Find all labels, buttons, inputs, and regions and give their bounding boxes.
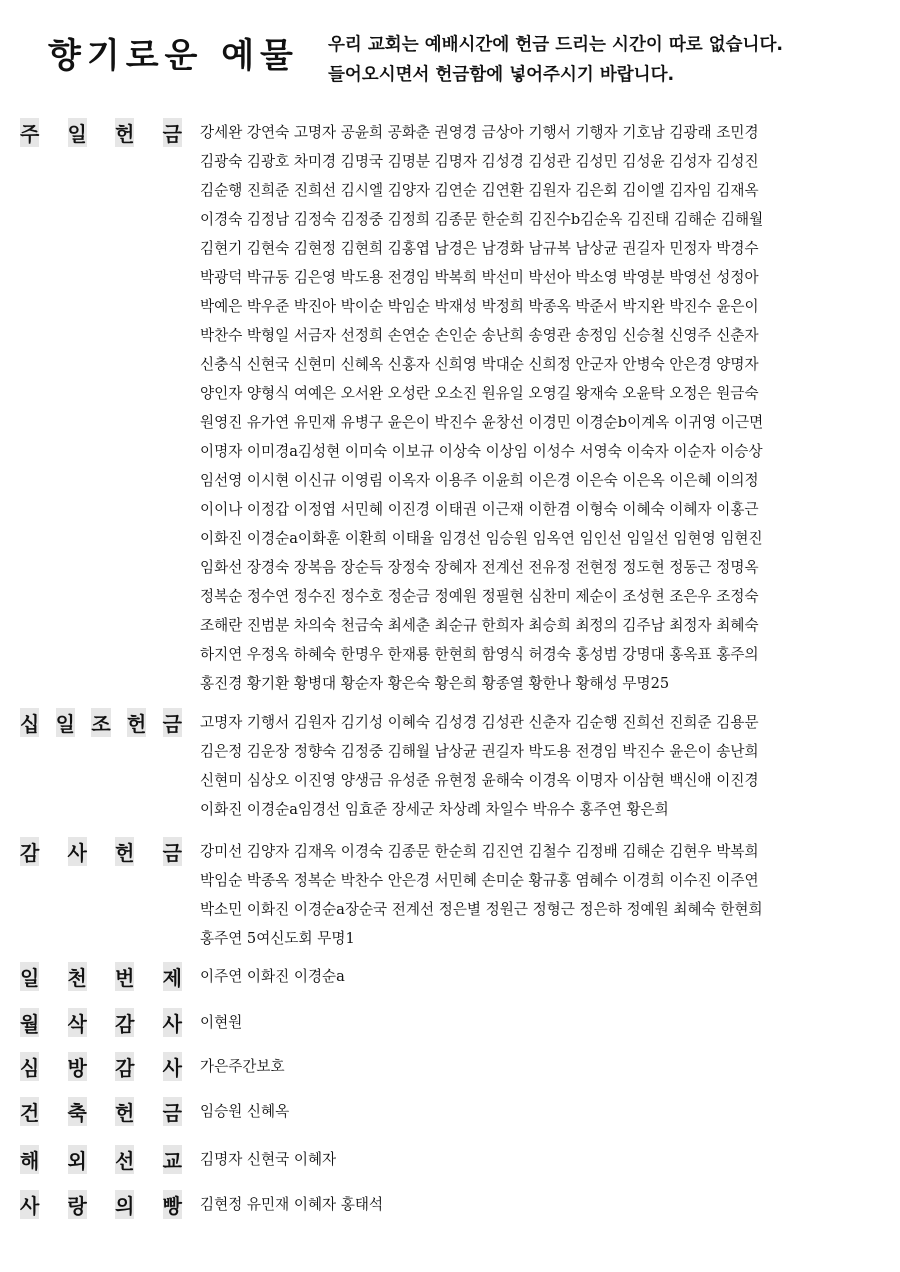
section-label-char: 선 (115, 1145, 134, 1174)
donor-names-line: 이이나 이정갑 이정엽 서민혜 이진경 이태권 이근재 이한겸 이형숙 이혜숙 이혜자 이홍근 (200, 501, 759, 518)
section-label-char: 헌 (115, 837, 134, 866)
section-label-char: 금 (163, 837, 182, 866)
donor-names-line: 홍주연 5여신도회 무명1 (200, 930, 355, 947)
donor-names-line: 박예은 박우준 박진아 박이순 박임순 박재성 박정희 박종옥 박준서 박지완 박진수 윤은이 (200, 298, 759, 315)
donor-names-line: 신현미 심상오 이진영 양생금 유성준 유현정 윤해숙 이경옥 이명자 이삼현 백신애 이진경 (200, 772, 759, 789)
section-label-char: 조 (91, 708, 110, 737)
section-label-char: 축 (68, 1097, 87, 1126)
section-label (20, 708, 182, 736)
section-label (20, 1145, 182, 1173)
section-label-char: 사 (68, 837, 87, 866)
section-label-char: 십 (20, 708, 39, 737)
section-label-char: 삭 (68, 1008, 87, 1037)
section-label-char: 심 (20, 1052, 39, 1081)
section-label-char: 빵 (163, 1190, 182, 1219)
donor-names-line: 이현원 (200, 1014, 243, 1031)
section-label-char: 헌 (127, 708, 146, 737)
donor-names (200, 118, 885, 698)
donor-names-line: 임선영 이시현 이신규 이영림 이옥자 이용주 이윤희 이은경 이은숙 이은옥 이은혜 이의정 (200, 472, 759, 489)
donor-names-line: 강세완 강연숙 고명자 공윤희 공화춘 권영경 금상아 기행서 기행자 기호남 김광래 조민경 (200, 124, 759, 141)
notice-line-2: 들어오시면서 헌금함에 넣어주시기 바랍니다. (328, 65, 675, 85)
donor-names (200, 1008, 885, 1037)
donor-names-line: 강미선 김양자 김재옥 이경숙 김종문 한순희 김진연 김철수 김정배 김해순 김현우 박복희 (200, 843, 759, 860)
donor-names-line: 이명자 이미경a김성현 이미숙 이보규 이상숙 이상임 이성수 서영숙 이숙자 이순자 이승상 (200, 443, 763, 460)
donor-names-line: 김순행 진희준 진희선 김시엘 김양자 김연순 김연환 김원자 김은회 김이엘 김자임 김재옥 (200, 182, 759, 199)
donor-names-line: 박광덕 박규동 김은영 박도용 전경임 박복희 박선미 박선아 박소영 박영분 박영선 성정아 (200, 269, 759, 286)
page-title: 향기로운 예물 (48, 36, 299, 76)
section-label-char: 월 (20, 1008, 39, 1037)
donor-names-line: 하지연 우정옥 하혜숙 한명우 한재룡 한현희 함영식 허경숙 홍성범 강명대 홍옥표 홍주의 (200, 646, 759, 663)
section-label-char: 사 (20, 1190, 39, 1219)
section-label-char: 감 (115, 1052, 134, 1081)
section-label-char: 교 (163, 1145, 182, 1174)
section-label (20, 1008, 182, 1036)
section-label-char: 번 (115, 962, 134, 991)
section-label-char: 사 (163, 1052, 182, 1081)
donor-names-line: 이화진 이경순a임경선 임효준 장세군 차상례 차일수 박유수 홍주연 황은희 (200, 801, 669, 818)
section-label (20, 962, 182, 990)
donor-names-line: 김현기 김현숙 김현정 김현희 김홍엽 남경은 남경화 남규복 남상균 권길자 민정자 박경수 (200, 240, 759, 257)
donor-names-line: 양인자 양형식 여예은 오서완 오성란 오소진 원유일 오영길 왕재숙 오윤탁 오정은 원금숙 (200, 385, 759, 402)
donor-names-line: 고명자 기행서 김원자 김기성 이혜숙 김성경 김성관 신춘자 김순행 진희선 진희준 김용문 (200, 714, 759, 731)
donor-names-line: 박임순 박종옥 정복순 박찬수 안은경 서민혜 손미순 황규홍 염혜수 이경희 이수진 이주연 (200, 872, 759, 889)
donor-names-line: 박찬수 박형일 서금자 선정희 손연순 손인순 송난희 송영관 송정임 신승철 신영주 신춘자 (200, 327, 759, 344)
section-label-char: 주 (20, 118, 39, 147)
donor-names (200, 1052, 885, 1081)
donor-names-line: 조해란 진범분 차의숙 천금숙 최세춘 최순규 한희자 최승희 최정의 김주남 최정자 최혜숙 (200, 617, 759, 634)
donor-names-line: 홍진경 황기환 황병대 황순자 황은숙 황은희 황종열 황한나 황해성 무명25 (200, 675, 670, 692)
section-label-char: 외 (68, 1145, 87, 1174)
donor-names (200, 708, 885, 824)
section-label (20, 118, 182, 146)
section-label-char: 랑 (68, 1190, 87, 1219)
section-label (20, 1097, 182, 1125)
section-label-char: 건 (20, 1097, 39, 1126)
donor-names-line: 김현정 유민재 이혜자 홍태석 (200, 1196, 384, 1213)
section-label-char: 금 (163, 708, 182, 737)
donor-names-line: 김광숙 김광호 차미경 김명국 김명분 김명자 김성경 김성관 김성민 김성윤 김성자 김성진 (200, 153, 759, 170)
notice-line-1: 우리 교회는 예배시간에 헌금 드리는 시간이 따로 없습니다. (328, 35, 784, 55)
section-label-char: 의 (115, 1190, 134, 1219)
section-label (20, 837, 182, 865)
section-label (20, 1052, 182, 1080)
donor-names-line: 신충식 신현국 신현미 신혜옥 신홍자 신희영 박대순 신희정 안군자 안병숙 안은경 양명자 (200, 356, 759, 373)
donor-names-line: 김은정 김운장 정향숙 김정중 김해월 남상균 권길자 박도용 전경임 박진수 윤은이 송난희 (200, 743, 759, 760)
donor-names (200, 837, 885, 953)
section-label-char: 사 (163, 1008, 182, 1037)
section-label-char: 방 (68, 1052, 87, 1081)
section-label-char: 일 (20, 962, 39, 991)
donor-names-line: 정복순 정수연 정수진 정수호 정순금 정예원 정필현 심찬미 제순이 조성현 조은우 조정숙 (200, 588, 759, 605)
section-label-char: 감 (20, 837, 39, 866)
donor-names (200, 1097, 885, 1126)
donor-names (200, 1190, 885, 1219)
donor-names (200, 962, 885, 991)
offering-notice (328, 30, 783, 90)
donor-names-line: 김명자 신현국 이혜자 (200, 1151, 337, 1168)
section-label-char: 감 (115, 1008, 134, 1037)
section-label-char: 일 (56, 708, 75, 737)
donor-names-line: 원영진 유가연 유민재 유병구 윤은이 박진수 윤창선 이경민 이경순b이계옥 이귀영 이근면 (200, 414, 764, 431)
donor-names-line: 이경숙 김정남 김정숙 김정중 김정희 김종문 한순희 김진수b김순옥 김진태 김해순 김해월 (200, 211, 764, 228)
donor-names-line: 임화선 장경숙 장복음 장순득 장정숙 장혜자 전계선 전유정 전현정 정도현 정동근 정명옥 (200, 559, 759, 576)
section-label-char: 헌 (115, 1097, 134, 1126)
donor-names-line: 박소민 이화진 이경순a장순국 전계선 정은별 정원근 정형근 정은하 정예원 최혜숙 한현희 (200, 901, 763, 918)
donor-names-line: 이화진 이경순a이화훈 이환희 이태율 임경선 임승원 임옥연 임인선 임일선 임현영 임현진 (200, 530, 763, 547)
section-label-char: 제 (163, 962, 182, 991)
section-label-char: 일 (68, 118, 87, 147)
section-label-char: 해 (20, 1145, 39, 1174)
donor-names-line: 임승원 신혜옥 (200, 1103, 290, 1120)
section-label (20, 1190, 182, 1218)
donor-names-line: 이주연 이화진 이경순a (200, 968, 345, 985)
donor-names-line: 가은주간보호 (200, 1058, 285, 1075)
section-label-char: 금 (163, 1097, 182, 1126)
section-label-char: 금 (163, 118, 182, 147)
section-label-char: 헌 (115, 118, 134, 147)
section-label-char: 천 (68, 962, 87, 991)
donor-names (200, 1145, 885, 1174)
